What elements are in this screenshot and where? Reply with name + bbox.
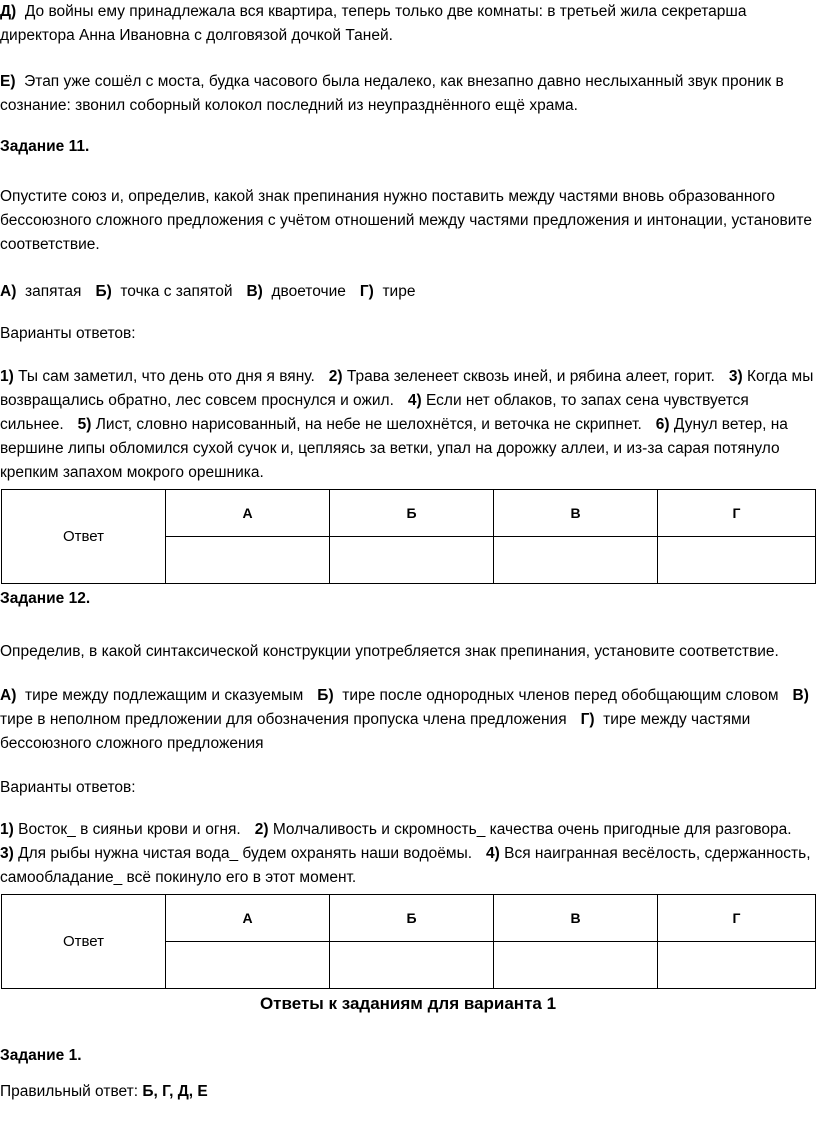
answer-cell-a[interactable]: [166, 942, 330, 989]
option-text: тире после однородных членов перед обобщающим словом: [342, 687, 779, 704]
task10-option-d: [0, 0, 814, 48]
option-letter: Е): [0, 73, 16, 90]
variant-number: 4): [486, 845, 500, 862]
variant-text: Ты сам заметил, что день ото дня я вяну.: [18, 368, 315, 385]
task11-answer-table: [1, 489, 816, 584]
answer-label: Ответ: [2, 895, 166, 989]
option-letter: Г): [580, 711, 595, 728]
variant-text: Трава зеленеет сквозь иней, и рябина алеет, горит.: [346, 368, 715, 385]
variant-number: 5): [77, 416, 92, 433]
task12-variants-label: Варианты ответов:: [0, 779, 136, 796]
variant-text: Восток_ в сияньи крови и огня.: [18, 821, 241, 838]
variant-text: Когда мы возвращались обратно, лес совсем проснулся и ожил.: [0, 368, 814, 409]
answers-task-title: [0, 1044, 814, 1068]
variant-text: Лист, словно нарисованный, на небе не шелохнётся, и веточка не скрипнет.: [95, 416, 642, 433]
option-text: тире: [382, 283, 416, 300]
variant-number: 1): [0, 821, 14, 838]
variant-number: 2): [254, 821, 269, 838]
task11-variants-label: Варианты ответов:: [0, 325, 136, 342]
variant-text: Молчаливость и скромность_ качества очень пригодные для разговора.: [272, 821, 792, 838]
answer-header-a: А: [166, 895, 330, 942]
task11-options: [0, 280, 814, 304]
answer-header-v: В: [494, 895, 658, 942]
answers-correct-line: [0, 1080, 814, 1104]
answer-cell-v[interactable]: [494, 942, 658, 989]
answer-header-a: А: [166, 490, 330, 537]
option-letter: А): [0, 283, 17, 300]
answer-cell-b[interactable]: [330, 537, 494, 584]
task-title: Задание 11.: [0, 138, 90, 155]
option-letter: А): [0, 687, 17, 704]
variant-number: 6): [655, 416, 670, 433]
variant-number: 1): [0, 368, 14, 385]
option-letter: Д): [0, 3, 17, 20]
answer-header-g: Г: [658, 490, 816, 537]
answer-cell-g[interactable]: [658, 942, 816, 989]
option-text: До войны ему принадлежала вся квартира, теперь только две комнаты: в третьей жила секретарша директора Анна Ивановна с долговязой дочкой Таней.: [0, 3, 747, 44]
answer-header-b: Б: [330, 490, 494, 537]
task12-options: [0, 684, 814, 756]
answer-cell-g[interactable]: [658, 537, 816, 584]
option-letter: В): [792, 687, 809, 704]
task11-instruction: Опустите союз и, определив, какой знак препинания нужно поставить между частями вновь образованного бессоюзного сложного предложения с учётом отношений между частями предложения и интонации, установите соответствие.: [0, 188, 812, 253]
variant-number: 4): [407, 392, 422, 409]
task12-instruction: Определив, в какой синтаксической конструкции употребляется знак препинания, установите соответствие.: [0, 643, 779, 660]
variant-text: Для рыбы нужна чистая вода_ будем охранять наши водоёмы.: [18, 845, 473, 862]
option-text: тире между частями бессоюзного сложного предложения: [0, 711, 751, 752]
task12-variants: [0, 818, 814, 890]
option-text: тире в неполном предложении для обозначения пропуска члена предложения: [0, 711, 567, 728]
task-title: Задание 12.: [0, 590, 91, 607]
answer-header-g: Г: [658, 895, 816, 942]
correct-answer-label: Правильный ответ:: [0, 1083, 139, 1100]
task12-title: [0, 587, 814, 611]
task-title: Задание 1.: [0, 1047, 82, 1064]
option-letter: Б): [317, 687, 334, 704]
variant-text: Дунул ветер, на вершине липы обломился сухой сучок и, цепляясь за ветки, упал на дорожку аллеи, и из-за сарая потянуло крепким запахом мокрого орешника.: [0, 416, 788, 481]
option-text: двоеточие: [271, 283, 346, 300]
answers-heading: Ответы к заданиям для варианта 1: [259, 994, 557, 1013]
variant-text: Вся наигранная весёлость, сдержанность, самообладание_ всё покинуло его в этот момент.: [0, 845, 811, 886]
answer-cell-b[interactable]: [330, 942, 494, 989]
variant-number: 3): [728, 368, 743, 385]
option-text: запятая: [24, 283, 82, 300]
answer-header-b: Б: [330, 895, 494, 942]
option-text: Этап уже сошёл с моста, будка часового была недалеко, как внезапно давно неслыханный звук проник в сознание: звонил соборный колокол последний из неупразднённого ещё храма.: [0, 73, 784, 114]
option-letter: Г): [359, 283, 374, 300]
answer-cell-a[interactable]: [166, 537, 330, 584]
option-text: тире между подлежащим и сказуемым: [24, 687, 304, 704]
option-text: точка с запятой: [120, 283, 233, 300]
task10-option-e: [0, 70, 814, 118]
variant-number: 2): [328, 368, 343, 385]
answer-header-v: В: [494, 490, 658, 537]
variant-text: Если нет облаков, то запах сена чувствуется сильнее.: [0, 392, 749, 433]
answer-cell-v[interactable]: [494, 537, 658, 584]
answer-label: Ответ: [2, 490, 166, 584]
option-letter: Б): [95, 283, 112, 300]
task12-answer-table: [1, 894, 816, 989]
task11-variants: [0, 365, 814, 485]
variant-number: 3): [0, 845, 14, 862]
option-letter: В): [246, 283, 263, 300]
correct-answer-value: Б, Г, Д, Е: [142, 1083, 208, 1100]
task11-title: [0, 135, 814, 159]
